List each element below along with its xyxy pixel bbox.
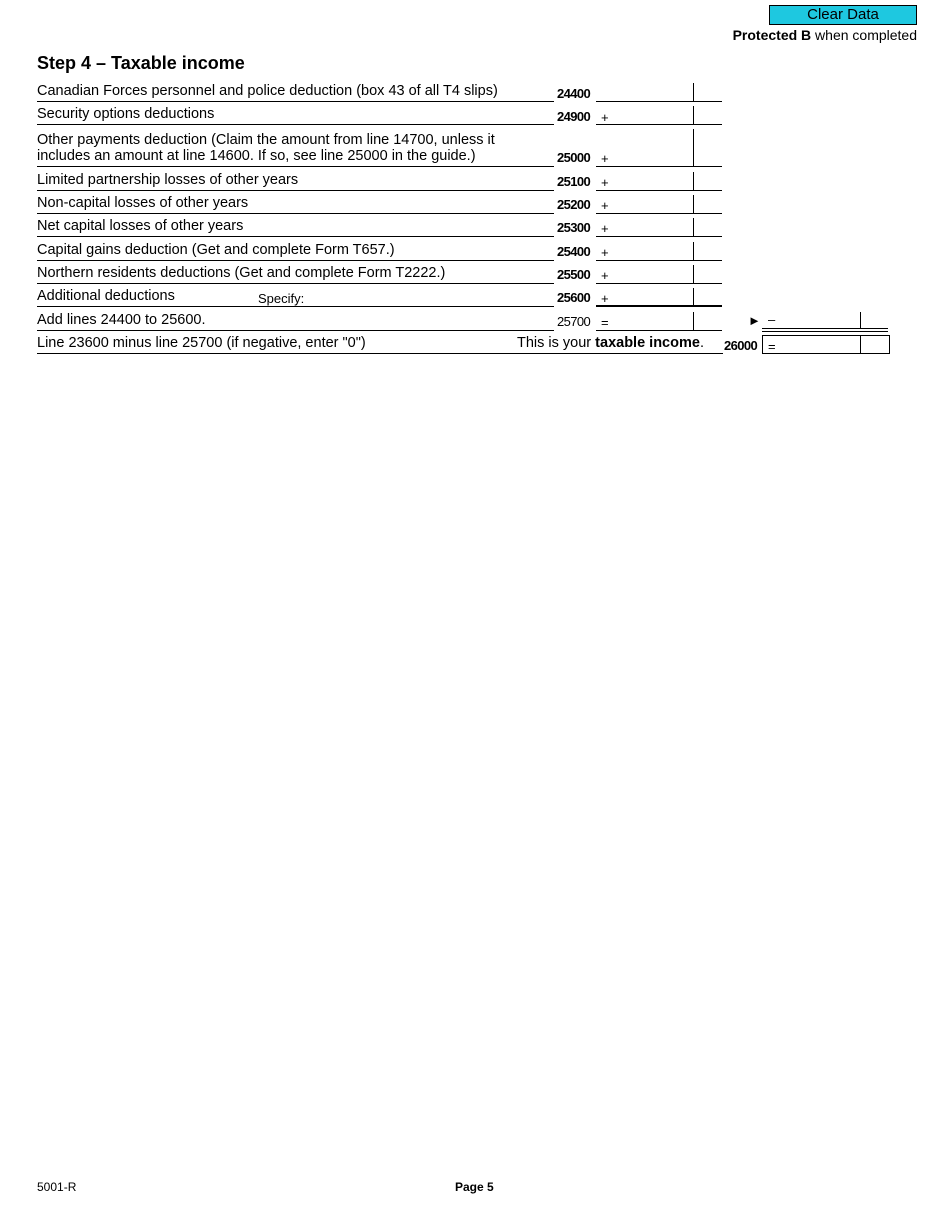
arrow-right-icon: ►	[748, 313, 761, 328]
line-25100-underline	[37, 190, 554, 191]
line-25400-cents-divider	[693, 242, 694, 260]
line-25700-cents-divider	[693, 312, 694, 330]
line-25600-underline	[37, 306, 554, 307]
line-25300-code: 25300	[557, 220, 591, 235]
line-26000-op: =	[768, 339, 776, 354]
line-25700-op: =	[601, 315, 609, 330]
clear-data-button[interactable]: Clear Data	[769, 5, 917, 25]
line-25200-code: 25200	[557, 197, 591, 212]
line-25200-field-line	[596, 213, 722, 214]
line-25500-code: 25500	[557, 267, 591, 282]
line-24400-cents-divider	[693, 83, 694, 101]
line-25500-field-line	[596, 283, 722, 284]
line-25200-desc: Non-capital losses of other years	[37, 195, 249, 211]
line-25300-underline	[37, 236, 554, 237]
line-24400-code: 24400	[557, 86, 591, 101]
line-26000-code: 26000	[724, 338, 758, 353]
page-number: Page 5	[455, 1180, 494, 1194]
line-25600-specify-label: Specify:	[258, 291, 305, 306]
line-24900-code: 24900	[557, 109, 591, 124]
line-25300-op: +	[601, 221, 609, 236]
line-24400-desc: Canadian Forces personnel and police deduction (box 43 of all T4 slips)	[37, 83, 498, 99]
line-26000-cents-divider	[860, 336, 861, 353]
line-25400-code: 25400	[557, 244, 591, 259]
line-25200-cents-divider	[693, 195, 694, 213]
line-25000-op: +	[601, 151, 609, 166]
taxable-income-note-pre: This is your	[517, 335, 596, 351]
line-25100-code: 25100	[557, 174, 591, 189]
line-25600-code: 25600	[557, 290, 591, 305]
line-25000-input[interactable]	[613, 148, 689, 164]
line-25500-desc: Northern residents deductions (Get and complete Form T2222.)	[37, 265, 446, 281]
line-25200-op: +	[601, 198, 609, 213]
form-id: 5001-R	[37, 1180, 77, 1194]
taxable-income-note	[517, 335, 704, 351]
line-25000-desc-2: includes an amount at line 14600. If so, see line 25000 in the guide.)	[37, 148, 476, 164]
line-25700-field-line	[596, 330, 722, 331]
line-25500-op: +	[601, 268, 609, 283]
line-25400-underline	[37, 260, 554, 261]
taxable-income-note-post: .	[699, 335, 704, 351]
line-25000-underline	[37, 166, 554, 167]
line-25700-code: 25700	[557, 314, 591, 329]
line-25100-desc: Limited partnership losses of other years	[37, 172, 299, 188]
protected-b-suffix: when completed	[811, 27, 917, 43]
line-25400-field-line	[596, 260, 722, 261]
line-25100-cents-divider	[693, 172, 694, 190]
line-25700-carry-line	[762, 328, 888, 329]
line-25000-code: 25000	[557, 150, 591, 165]
line-25400-op: +	[601, 245, 609, 260]
line-25000-field-line	[596, 166, 722, 167]
line-24900-cents-divider	[693, 106, 694, 124]
line-25600-input[interactable]	[613, 288, 689, 304]
line-25300-desc: Net capital losses of other years	[37, 218, 244, 234]
line-25100-input[interactable]	[613, 172, 689, 188]
line-25700-carry-divider	[860, 312, 861, 329]
line-25600-desc: Additional deductions	[37, 288, 175, 304]
line-25700-carry-op: –	[768, 312, 776, 327]
line-24900-desc: Security options deductions	[37, 106, 215, 122]
line-25700-desc: Add lines 24400 to 25600.	[37, 312, 206, 328]
line-25400-input[interactable]	[613, 242, 689, 258]
protected-b-label: Protected B	[732, 27, 812, 43]
line-25500-underline	[37, 283, 554, 284]
step-title: Step 4 – Taxable income	[37, 53, 245, 73]
line-24400-field-line	[596, 101, 722, 102]
line-25600-specify-input[interactable]	[312, 289, 548, 305]
line-25300-input[interactable]	[613, 218, 689, 234]
line-25600-cents-divider	[693, 288, 694, 305]
line-25000-cents-divider	[693, 129, 694, 166]
line-24900-op: +	[601, 110, 609, 125]
line-25500-cents-divider	[693, 265, 694, 283]
line-25400-desc: Capital gains deduction (Get and complete Form T657.)	[37, 242, 395, 258]
line-24900-input[interactable]	[613, 107, 689, 123]
line-25700-carry-input[interactable]	[780, 312, 858, 328]
line-25600-field-line	[596, 305, 722, 307]
line-25700-input[interactable]	[613, 312, 689, 328]
line-25300-cents-divider	[693, 218, 694, 236]
line-25100-op: +	[601, 175, 609, 190]
line-25000-desc-1: Other payments deduction (Claim the amount from line 14700, unless it	[37, 132, 495, 148]
line-24400-underline	[37, 101, 554, 102]
line-26000-input[interactable]	[780, 336, 858, 352]
line-26000-desc: Line 23600 minus line 25700 (if negative, enter "0")	[37, 335, 366, 351]
taxable-income-label: taxable income	[595, 335, 700, 351]
protected-b-notice	[733, 27, 917, 43]
line-25700-underline	[37, 330, 554, 331]
line-24900-underline	[37, 124, 554, 125]
line-25200-input[interactable]	[613, 195, 689, 211]
line-24400-input[interactable]	[597, 84, 689, 100]
line-25200-underline	[37, 213, 554, 214]
line-25500-input[interactable]	[613, 265, 689, 281]
line-26000-underline	[37, 353, 723, 354]
line-25100-field-line	[596, 190, 722, 191]
line-25700-carry-line-2	[762, 331, 888, 332]
line-25600-op: +	[601, 291, 609, 306]
line-25300-field-line	[596, 236, 722, 237]
line-24900-field-line	[596, 124, 722, 125]
